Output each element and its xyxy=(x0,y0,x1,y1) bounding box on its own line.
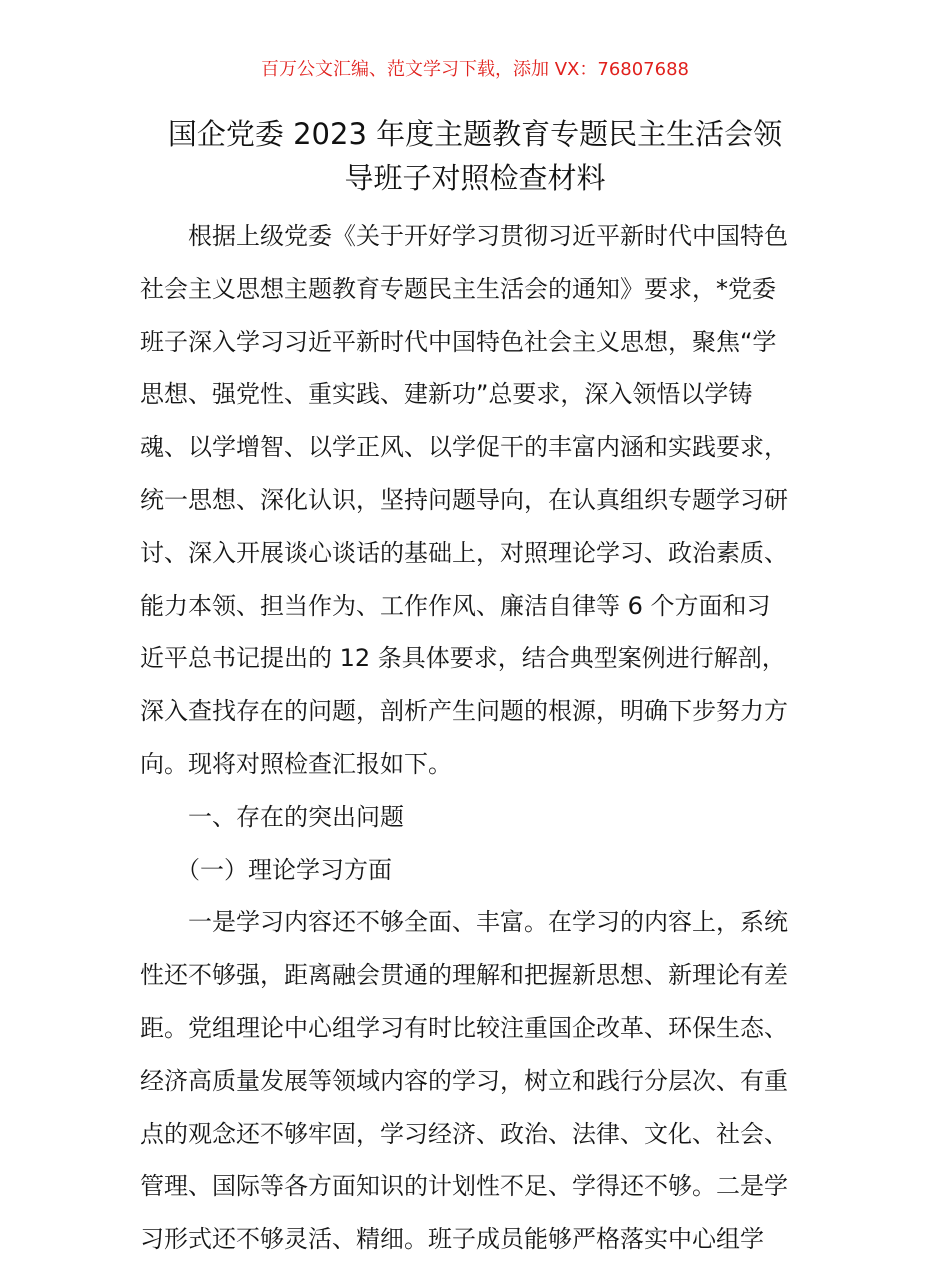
document-body xyxy=(140,210,812,1266)
intro-paragraph-line: 根据上级党委《关于开好学习贯彻习近平新时代中国特色 xyxy=(188,222,788,250)
intro-paragraph-line: 社会主义思想主题教育专题民主生活会的通知》要求，*党委 xyxy=(140,274,776,303)
intro-paragraph-line: 班子深入学习习近平新时代中国特色社会主义思想，聚焦“学 xyxy=(140,327,777,356)
intro-paragraph-line: 讨、深入开展谈心谈话的基础上，对照理论学习、政治素质、 xyxy=(140,538,788,567)
intro-paragraph-line: 思想、强党性、重实践、建新功”总要求，深入领悟以学铸 xyxy=(140,380,753,409)
intro-paragraph-line: 能力本领、担当作为、工作作风、廉洁自律等 6 个方面和习 xyxy=(140,591,771,620)
section-paragraph-line: 点的观念还不够牢固，学习经济、政治、法律、文化、社会、 xyxy=(140,1119,788,1148)
intro-paragraph-line: 向。现将对照检查汇报如下。 xyxy=(140,749,452,778)
intro-paragraph-line: 深入查找存在的问题，剖析产生问题的根源，明确下步努力方 xyxy=(140,697,788,726)
section-heading: 一、存在的突出问题 xyxy=(188,802,404,831)
watermark-banner: 百万公文汇编、范文学习下载，添加 VX：76807688 xyxy=(261,59,689,80)
subsection-heading: （一）理论学习方面 xyxy=(176,855,392,884)
section-paragraph-line: 习形式还不够灵活、精细。班子成员能够严格落实中心组学 xyxy=(140,1225,764,1254)
section-paragraph-line: 经济高质量发展等领域内容的学习，树立和践行分层次、有重 xyxy=(140,1066,788,1095)
intro-paragraph-line: 魂、以学增智、以学正风、以学促干的丰富内涵和实践要求， xyxy=(140,433,788,462)
section-paragraph-line: 一是学习内容还不够全面、丰富。在学习的内容上，系统 xyxy=(188,908,788,937)
document-title xyxy=(130,112,820,200)
intro-paragraph-line: 统一思想、深化认识，坚持问题导向，在认真组织专题学习研 xyxy=(140,485,788,514)
intro-paragraph-line: 近平总书记提出的 12 条具体要求，结合典型案例进行解剖， xyxy=(140,644,786,673)
section-paragraph-line: 管理、国际等各方面知识的计划性不足、学得还不够。二是学 xyxy=(140,1172,788,1201)
section-paragraph-line: 性还不够强，距离融会贯通的理解和把握新思想、新理论有差 xyxy=(140,961,788,990)
document-title-line-1: 国企党委 2023 年度主题教育专题民主生活会领 xyxy=(167,117,783,151)
section-paragraph-line: 距。党组理论中心组学习有时比较注重国企改革、环保生态、 xyxy=(140,1013,788,1042)
document-title-line-2: 导班子对照检查材料 xyxy=(344,161,606,195)
